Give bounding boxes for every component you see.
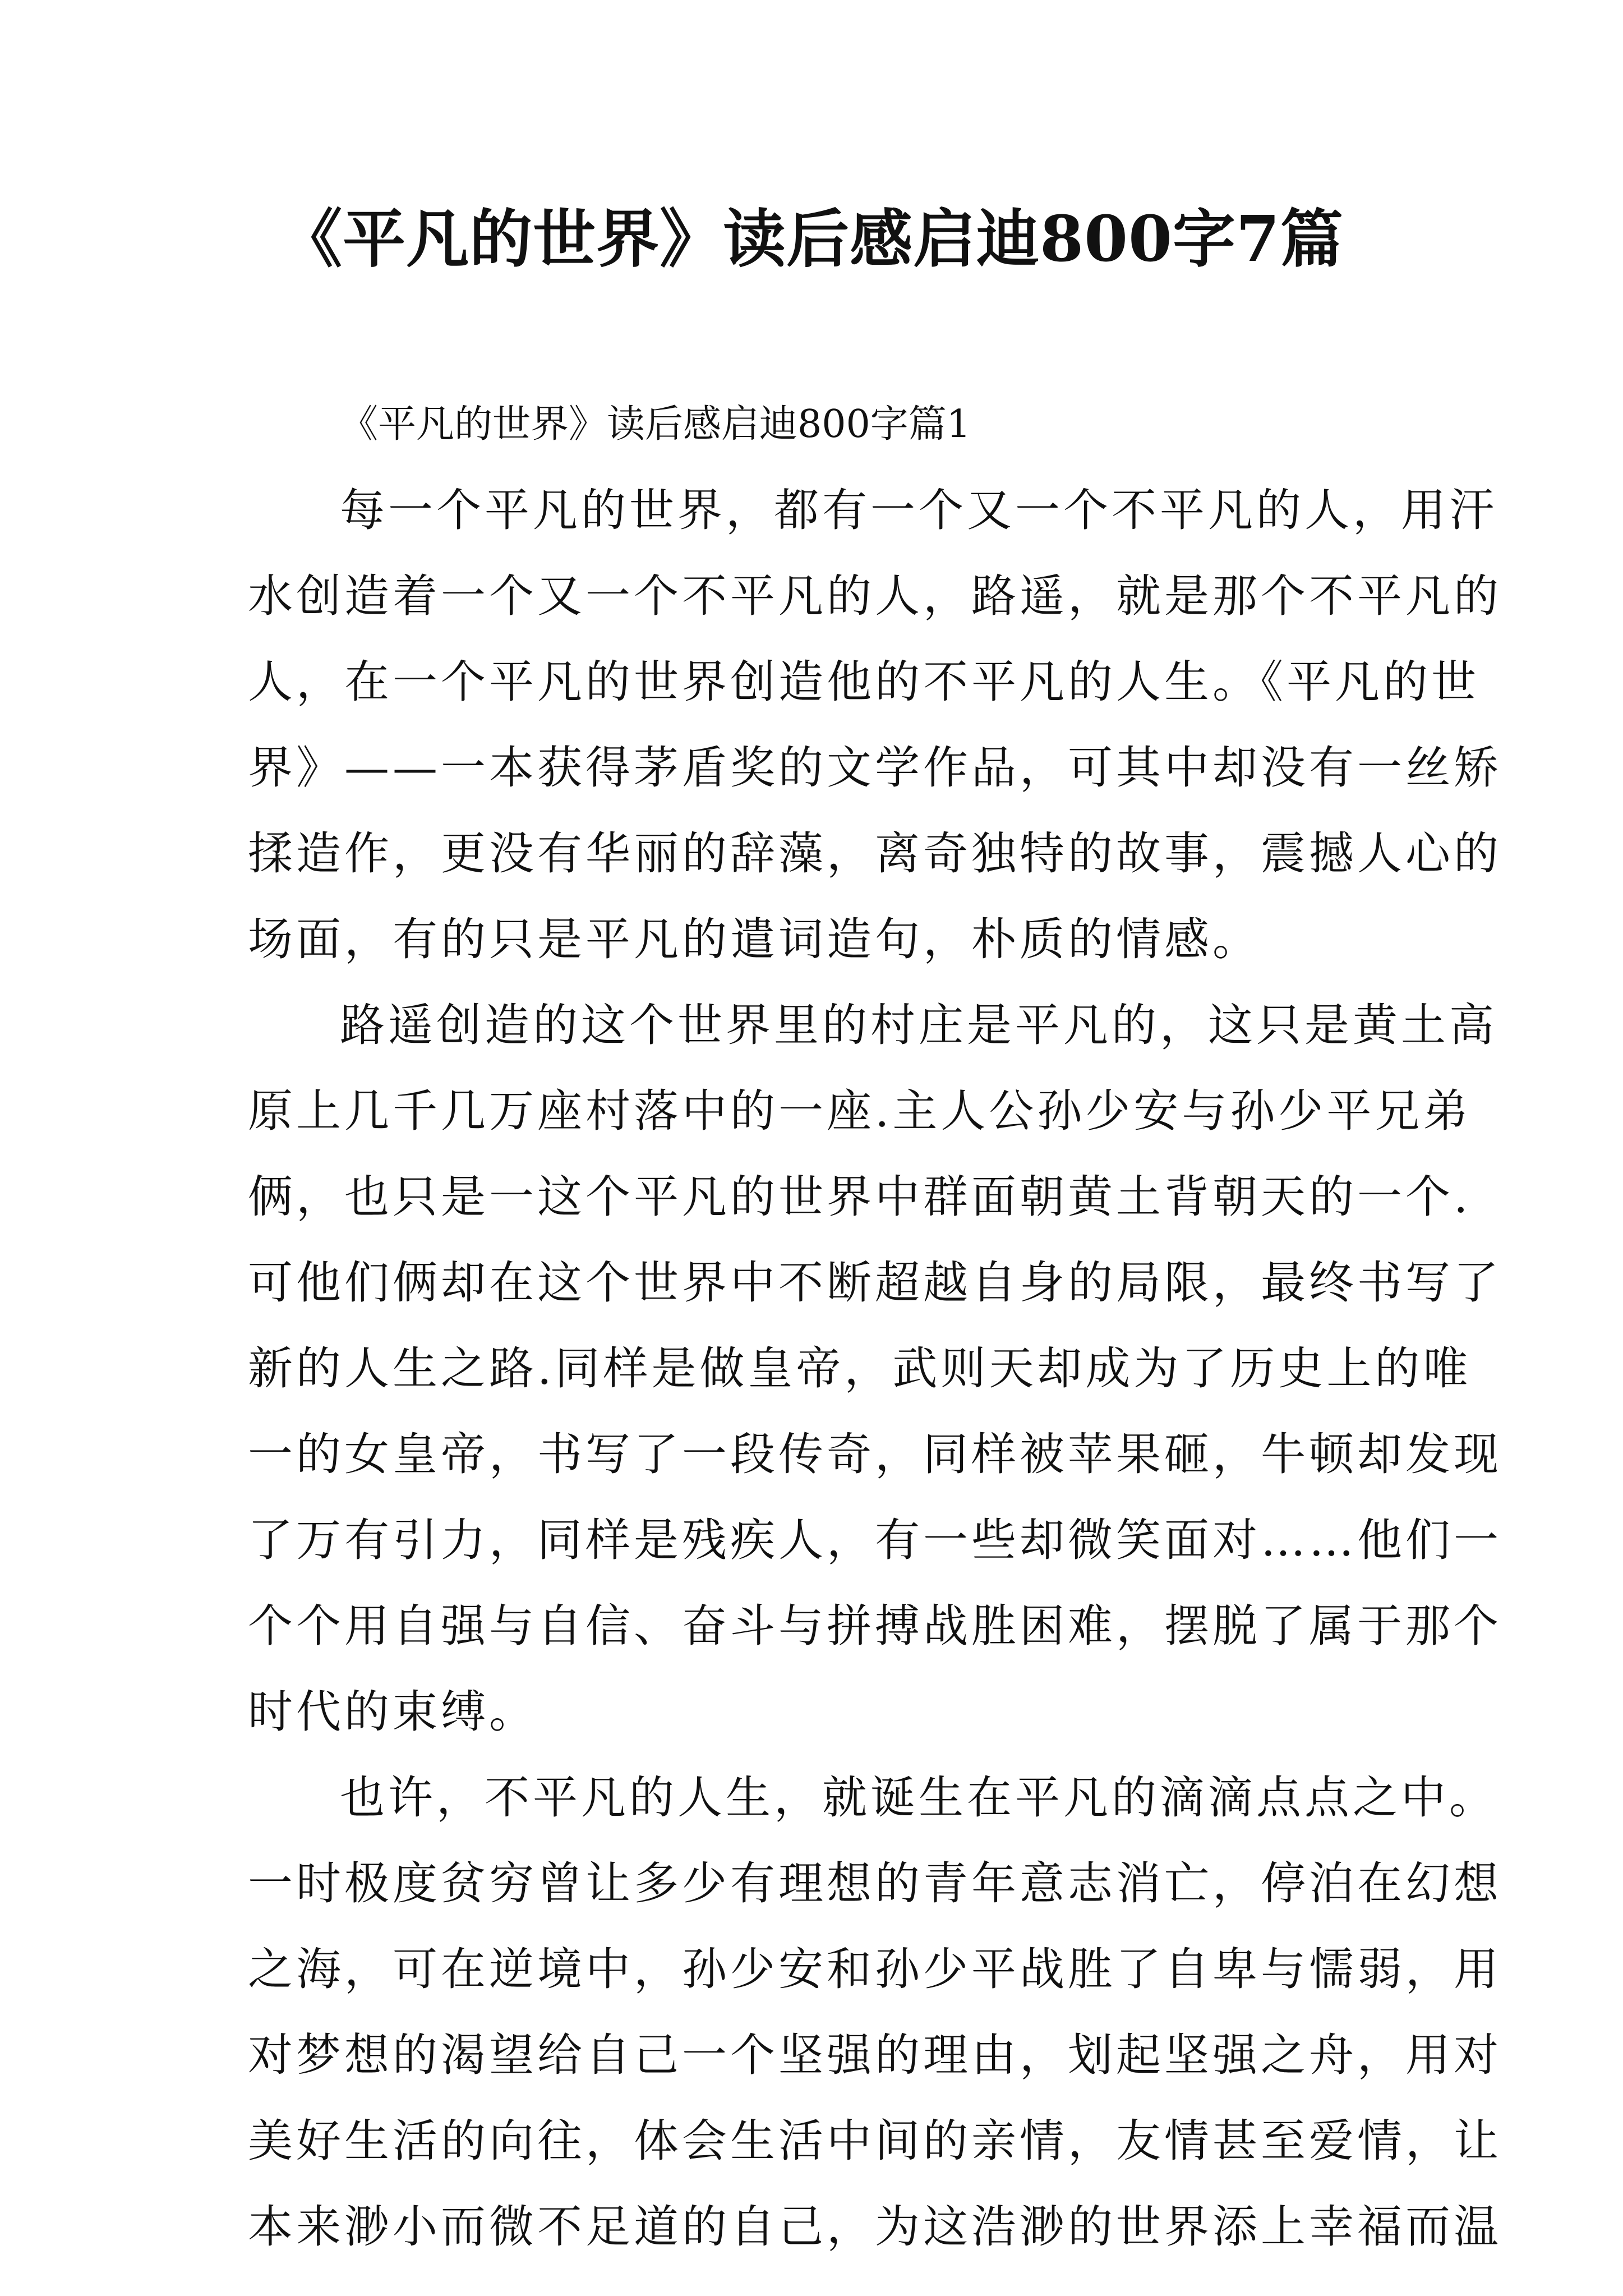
- section-heading: 《平凡的世界》读后感启迪800字篇1: [340, 402, 971, 447]
- text-line: 原上几千几万座村落中的一座.主人公孙少安与孙少平兄弟: [248, 1085, 1472, 1137]
- text-line: 时代的束缚。: [248, 1686, 537, 1738]
- text-line: 美好生活的向往，体会生活中间的亲情，友情甚至爱情，让: [248, 2115, 1502, 2167]
- text-line: 场面，有的只是平凡的遣词造句，朴质的情感。: [248, 913, 1261, 965]
- text-line: 一时极度贫穷曾让多少有理想的青年意志消亡，停泊在幻想: [248, 1857, 1502, 1910]
- text-line: 本来渺小而微不足道的自己，为这浩渺的世界添上幸福而温: [248, 2201, 1502, 2253]
- text-line: 也许，不平凡的人生，就诞生在平凡的滴滴点点之中。: [340, 1772, 1497, 1824]
- text-line: 人，在一个平凡的世界创造他的不平凡的人生。《平凡的世: [248, 656, 1479, 708]
- text-line: 界》——一本获得茅盾奖的文学作品，可其中却没有一丝矫: [248, 742, 1502, 794]
- text-line: 揉造作，更没有华丽的辞藻，离奇独特的故事，震撼人心的: [248, 827, 1502, 880]
- text-line: 每一个平凡的世界，都有一个又一个不平凡的人，用汗: [340, 484, 1497, 536]
- text-line: 对梦想的渴望给自己一个坚强的理由，划起坚强之舟，用对: [248, 2029, 1502, 2081]
- paragraph-1: [248, 467, 1502, 982]
- paragraph-3: [248, 1755, 1502, 2270]
- text-line: 新的人生之路.同样是做皇帝，武则天却成为了历史上的唯: [248, 1342, 1472, 1395]
- text-line: 俩，也只是一这个平凡的世界中群面朝黄土背朝天的一个.: [248, 1171, 1472, 1223]
- text-line: 一的女皇帝，书写了一段传奇，同样被苹果砸，牛顿却发现: [248, 1428, 1502, 1480]
- article-body: [248, 381, 1502, 2270]
- document-title: 《平凡的世界》读后感启迪800字7篇: [279, 203, 1344, 276]
- paragraph-2: [248, 982, 1502, 1755]
- text-line: 之海，可在逆境中，孙少安和孙少平战胜了自卑与懦弱，用: [248, 1943, 1502, 1995]
- text-line: 可他们俩却在这个世界中不断超越自身的局限，最终书写了: [248, 1257, 1502, 1309]
- text-line: 了万有引力，同样是残疾人，有一些却微笑面对……他们一: [248, 1514, 1502, 1566]
- text-line: 路遥创造的这个世界里的村庄是平凡的，这只是黄土高: [340, 999, 1497, 1051]
- text-line: 个个用自强与自信、奋斗与拼搏战胜困难，摆脱了属于那个: [248, 1600, 1502, 1652]
- text-line: 水创造着一个又一个不平凡的人，路遥，就是那个不平凡的: [248, 570, 1502, 622]
